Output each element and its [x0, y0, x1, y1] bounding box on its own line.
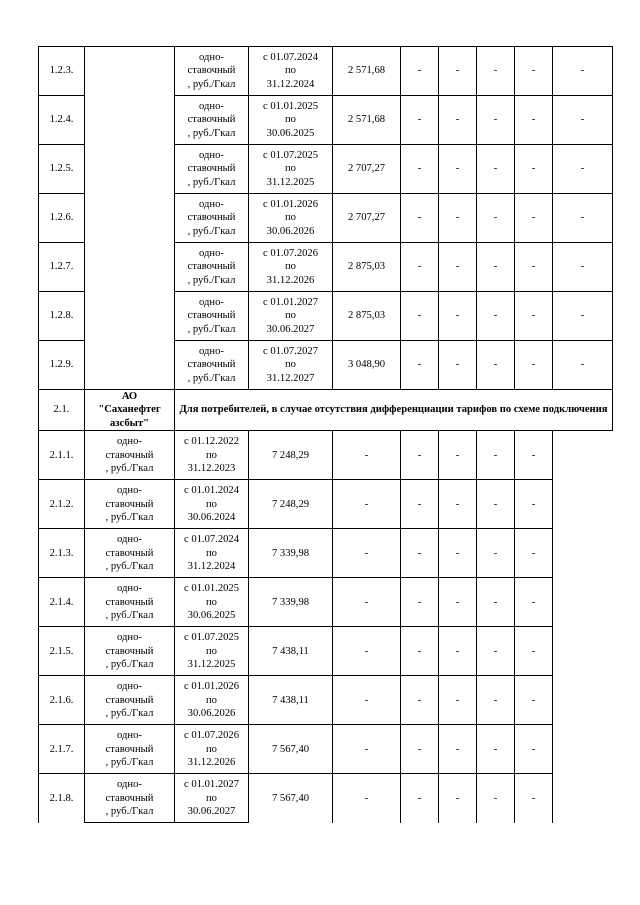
dash-cell: - — [333, 529, 401, 578]
dash-cell: - — [553, 96, 613, 145]
dash-cell: - — [553, 145, 613, 194]
dash-cell: - — [477, 529, 515, 578]
tariff-unit-line: , руб./Гкал — [105, 609, 154, 621]
tariff-period-line: по — [206, 449, 217, 461]
row-number: 2.1.4. — [39, 578, 85, 627]
dash-cell: - — [401, 578, 439, 627]
tariff-period-line: 30.06.2025 — [266, 127, 315, 139]
dash-cell: - — [401, 627, 439, 676]
dash-cell: - — [515, 431, 553, 480]
tariff-period-line: с 01.01.2025 — [183, 583, 240, 595]
dash-cell: - — [401, 480, 439, 529]
tariff-period-line: с 01.01.2026 — [183, 681, 240, 693]
tariff-unit-line: ставочный — [105, 498, 154, 510]
tariff-period — [175, 480, 249, 529]
tariff-period-line: по — [285, 114, 296, 126]
dash-cell: - — [515, 480, 553, 529]
dash-cell: - — [401, 243, 439, 292]
tariff-price: 7 339,98 — [249, 578, 333, 627]
tariff-period-line: с 01.01.2025 — [262, 100, 319, 112]
tariff-period-line: с 01.07.2024 — [183, 534, 240, 546]
table-row — [39, 627, 613, 676]
dash-cell: - — [515, 627, 553, 676]
row-number: 1.2.5. — [39, 145, 85, 194]
dash-cell: - — [477, 578, 515, 627]
tariff-unit-line: , руб./Гкал — [105, 560, 154, 572]
tariff-price: 7 438,11 — [249, 676, 333, 725]
tariff-table — [38, 46, 613, 823]
dash-cell: - — [439, 578, 477, 627]
row-number: 1.2.7. — [39, 243, 85, 292]
tariff-unit — [175, 292, 249, 341]
dash-cell: - — [439, 431, 477, 480]
tariff-unit — [175, 341, 249, 390]
dash-cell: - — [515, 194, 553, 243]
tariff-price: 3 048,90 — [333, 341, 401, 390]
tariff-unit-line: одно- — [199, 100, 224, 112]
dash-cell: - — [439, 529, 477, 578]
tariff-unit-line: одно- — [199, 345, 224, 357]
tariff-price: 7 438,11 — [249, 627, 333, 676]
tariff-price: 7 567,40 — [249, 725, 333, 774]
tariff-period-line: по — [206, 694, 217, 706]
row-number: 1.2.3. — [39, 47, 85, 96]
dash-cell: - — [439, 145, 477, 194]
table-body-section-2-header — [39, 390, 613, 431]
tariff-period — [175, 529, 249, 578]
tariff-period-line: 30.06.2026 — [187, 707, 236, 719]
tariff-period-line: 30.06.2025 — [187, 609, 236, 621]
tariff-price: 2 571,68 — [333, 47, 401, 96]
tariff-period-line: по — [285, 163, 296, 175]
organization-name-line: "Саханефтег — [98, 404, 161, 416]
dash-cell: - — [515, 341, 553, 390]
dash-cell: - — [439, 725, 477, 774]
tariff-unit-line: ставочный — [105, 645, 154, 657]
row-number: 1.2.9. — [39, 341, 85, 390]
tariff-period — [249, 145, 333, 194]
tariff-unit — [175, 96, 249, 145]
organization-name-cell — [85, 390, 175, 431]
table-row — [39, 578, 613, 627]
tariff-unit-line: ставочный — [105, 694, 154, 706]
tariff-unit — [85, 578, 175, 627]
tariff-unit-line: , руб./Гкал — [105, 462, 154, 474]
dash-cell: - — [477, 194, 515, 243]
dash-cell: - — [439, 627, 477, 676]
dash-cell: - — [553, 47, 613, 96]
row-number: 2.1.6. — [39, 676, 85, 725]
dash-cell: - — [401, 529, 439, 578]
tariff-unit-line: ставочный — [187, 65, 236, 77]
tariff-period-line: 30.06.2027 — [187, 805, 236, 817]
tariff-unit-line: , руб./Гкал — [105, 707, 154, 719]
tariff-price: 7 567,40 — [249, 774, 333, 823]
tariff-price: 7 248,29 — [249, 480, 333, 529]
tariff-price: 2 875,03 — [333, 243, 401, 292]
dash-cell: - — [401, 292, 439, 341]
tariff-unit-line: ставочный — [105, 449, 154, 461]
tariff-period-line: по — [206, 547, 217, 559]
tariff-period-line: с 01.07.2026 — [262, 247, 319, 259]
tariff-unit — [85, 774, 175, 823]
table-row — [39, 480, 613, 529]
tariff-period-line: с 01.07.2025 — [262, 149, 319, 161]
dash-cell: - — [553, 194, 613, 243]
tariff-price: 7 248,29 — [249, 431, 333, 480]
dash-cell: - — [477, 676, 515, 725]
row-number: 1.2.8. — [39, 292, 85, 341]
tariff-unit-line: одно- — [117, 485, 142, 497]
tariff-unit-line: одно- — [117, 583, 142, 595]
tariff-unit-line: ставочный — [105, 743, 154, 755]
tariff-unit-line: ставочный — [187, 212, 236, 224]
tariff-unit — [175, 145, 249, 194]
dash-cell: - — [553, 292, 613, 341]
table-row — [39, 725, 613, 774]
section-title: Для потребителей, в случае отсутствия дифференциации тарифов по схеме подключения — [175, 390, 613, 431]
row-number: 2.1.1. — [39, 431, 85, 480]
tariff-unit-line: ставочный — [187, 163, 236, 175]
tariff-period-line: по — [285, 212, 296, 224]
tariff-unit-line: , руб./Гкал — [105, 756, 154, 768]
table-row — [39, 431, 613, 480]
tariff-period-line: по — [285, 261, 296, 273]
tariff-unit — [175, 243, 249, 292]
organization-name-line: азсбыт" — [109, 417, 150, 429]
tariff-price: 2 875,03 — [333, 292, 401, 341]
tariff-period-line: с 01.12.2022 — [183, 436, 240, 448]
tariff-unit — [85, 529, 175, 578]
dash-cell: - — [515, 676, 553, 725]
dash-cell: - — [439, 96, 477, 145]
dash-cell: - — [515, 292, 553, 341]
tariff-unit-line: , руб./Гкал — [105, 511, 154, 523]
tariff-unit — [85, 480, 175, 529]
table-body-section-1 — [39, 47, 613, 390]
row-number: 2.1.7. — [39, 725, 85, 774]
tariff-period — [175, 578, 249, 627]
tariff-unit-line: одно- — [117, 779, 142, 791]
tariff-unit — [85, 725, 175, 774]
tariff-period-line: 31.12.2024 — [187, 560, 236, 572]
tariff-period — [249, 96, 333, 145]
tariff-period-line: с 01.07.2024 — [262, 51, 319, 63]
dash-cell: - — [515, 145, 553, 194]
tariff-period — [175, 774, 249, 823]
dash-cell: - — [515, 47, 553, 96]
tariff-period-line: 31.12.2025 — [187, 658, 236, 670]
dash-cell: - — [401, 47, 439, 96]
dash-cell: - — [401, 774, 439, 823]
tariff-period-line: с 01.01.2027 — [262, 296, 319, 308]
dash-cell: - — [477, 47, 515, 96]
tariff-period — [175, 431, 249, 480]
dash-cell: - — [439, 243, 477, 292]
dash-cell: - — [515, 774, 553, 823]
tariff-unit-line: ставочный — [105, 547, 154, 559]
dash-cell: - — [333, 578, 401, 627]
dash-cell: - — [401, 341, 439, 390]
tariff-period-line: по — [285, 310, 296, 322]
dash-cell: - — [515, 529, 553, 578]
dash-cell: - — [477, 627, 515, 676]
dash-cell: - — [515, 578, 553, 627]
tariff-period-line: с 01.07.2027 — [262, 345, 319, 357]
dash-cell: - — [477, 96, 515, 145]
tariff-period-line: по — [206, 645, 217, 657]
tariff-period-line: по — [206, 743, 217, 755]
tariff-period — [249, 341, 333, 390]
tariff-unit-line: ставочный — [187, 359, 236, 371]
tariff-unit-line: ставочный — [187, 310, 236, 322]
tariff-unit-line: , руб./Гкал — [105, 805, 154, 817]
tariff-unit-line: , руб./Гкал — [105, 658, 154, 670]
section-header-row — [39, 390, 613, 431]
dash-cell: - — [333, 774, 401, 823]
tariff-period — [249, 194, 333, 243]
tariff-unit-line: ставочный — [187, 261, 236, 273]
tariff-period-line: 31.12.2026 — [187, 756, 236, 768]
table-row — [39, 774, 613, 823]
tariff-period-line: 30.06.2026 — [266, 225, 315, 237]
tariff-price: 2 707,27 — [333, 145, 401, 194]
tariff-unit-line: ставочный — [105, 596, 154, 608]
tariff-period-line: по — [285, 359, 296, 371]
row-number: 2.1.2. — [39, 480, 85, 529]
dash-cell: - — [439, 341, 477, 390]
tariff-unit-line: одно- — [117, 534, 142, 546]
tariff-period-line: 30.06.2027 — [266, 323, 315, 335]
tariff-period-line: по — [206, 596, 217, 608]
tariff-period-line: с 01.07.2026 — [183, 730, 240, 742]
tariff-period-line: с 01.01.2027 — [183, 779, 240, 791]
tariff-unit-line: одно- — [117, 436, 142, 448]
dash-cell: - — [439, 480, 477, 529]
tariff-period — [249, 292, 333, 341]
section-number: 2.1. — [39, 390, 85, 431]
row-number: 2.1.8. — [39, 774, 85, 823]
dash-cell: - — [515, 96, 553, 145]
tariff-unit — [85, 431, 175, 480]
tariff-unit-line: одно- — [199, 51, 224, 63]
tariff-unit-line: одно- — [199, 149, 224, 161]
table-row — [39, 529, 613, 578]
row-number: 2.1.3. — [39, 529, 85, 578]
tariff-unit — [175, 47, 249, 96]
tariff-period-line: по — [285, 65, 296, 77]
tariff-period — [175, 627, 249, 676]
tariff-price: 2 707,27 — [333, 194, 401, 243]
tariff-period-line: 31.12.2023 — [187, 462, 236, 474]
dash-cell: - — [439, 774, 477, 823]
tariff-period-line: с 01.07.2025 — [183, 632, 240, 644]
dash-cell: - — [333, 431, 401, 480]
dash-cell: - — [553, 243, 613, 292]
dash-cell: - — [401, 194, 439, 243]
tariff-price: 7 339,98 — [249, 529, 333, 578]
dash-cell: - — [439, 47, 477, 96]
tariff-period-line: с 01.01.2024 — [183, 485, 240, 497]
tariff-period-line: по — [206, 792, 217, 804]
tariff-unit-line: , руб./Гкал — [187, 78, 236, 90]
tariff-unit — [175, 194, 249, 243]
tariff-unit-line: одно- — [117, 681, 142, 693]
dash-cell: - — [477, 431, 515, 480]
dash-cell: - — [439, 194, 477, 243]
dash-cell: - — [515, 243, 553, 292]
dash-cell: - — [333, 725, 401, 774]
tariff-unit-line: одно- — [199, 247, 224, 259]
tariff-period-line: по — [206, 498, 217, 510]
table-row — [39, 676, 613, 725]
tariff-period — [175, 676, 249, 725]
dash-cell: - — [477, 341, 515, 390]
dash-cell: - — [333, 627, 401, 676]
row-number: 1.2.4. — [39, 96, 85, 145]
dash-cell: - — [477, 243, 515, 292]
dash-cell: - — [401, 676, 439, 725]
tariff-unit-line: ставочный — [105, 792, 154, 804]
row-number: 1.2.6. — [39, 194, 85, 243]
dash-cell: - — [477, 725, 515, 774]
row-number: 2.1.5. — [39, 627, 85, 676]
tariff-unit-line: одно- — [199, 198, 224, 210]
dash-cell: - — [401, 431, 439, 480]
tariff-unit-line: , руб./Гкал — [187, 176, 236, 188]
tariff-unit-line: , руб./Гкал — [187, 323, 236, 335]
dash-cell: - — [477, 292, 515, 341]
dash-cell: - — [477, 145, 515, 194]
table-row — [39, 47, 613, 96]
tariff-period-line: 31.12.2027 — [266, 372, 315, 384]
tariff-unit-line: ставочный — [187, 114, 236, 126]
tariff-period — [249, 243, 333, 292]
tariff-period-line: с 01.01.2026 — [262, 198, 319, 210]
tariff-unit-line: одно- — [117, 730, 142, 742]
dash-cell: - — [401, 725, 439, 774]
organization-name-line: АО — [121, 391, 138, 402]
dash-cell: - — [553, 341, 613, 390]
dash-cell: - — [515, 725, 553, 774]
tariff-period — [175, 725, 249, 774]
dash-cell: - — [401, 96, 439, 145]
tariff-unit-line: , руб./Гкал — [187, 372, 236, 384]
dash-cell: - — [439, 292, 477, 341]
tariff-unit-line: одно- — [199, 296, 224, 308]
dash-cell: - — [439, 676, 477, 725]
dash-cell: - — [477, 480, 515, 529]
tariff-unit-line: , руб./Гкал — [187, 127, 236, 139]
tariff-period — [249, 47, 333, 96]
tariff-period-line: 31.12.2025 — [266, 176, 315, 188]
tariff-period-line: 30.06.2024 — [187, 511, 236, 523]
tariff-unit-line: , руб./Гкал — [187, 225, 236, 237]
tariff-price: 2 571,68 — [333, 96, 401, 145]
tariff-unit-line: , руб./Гкал — [187, 274, 236, 286]
tariff-period-line: 31.12.2024 — [266, 78, 315, 90]
dash-cell: - — [477, 774, 515, 823]
dash-cell: - — [333, 480, 401, 529]
tariff-unit — [85, 627, 175, 676]
dash-cell: - — [401, 145, 439, 194]
table-body-section-2 — [39, 431, 613, 823]
tariff-period-line: 31.12.2026 — [266, 274, 315, 286]
organization-cell-empty — [85, 47, 175, 390]
dash-cell: - — [333, 676, 401, 725]
tariff-unit-line: одно- — [117, 632, 142, 644]
tariff-unit — [85, 676, 175, 725]
